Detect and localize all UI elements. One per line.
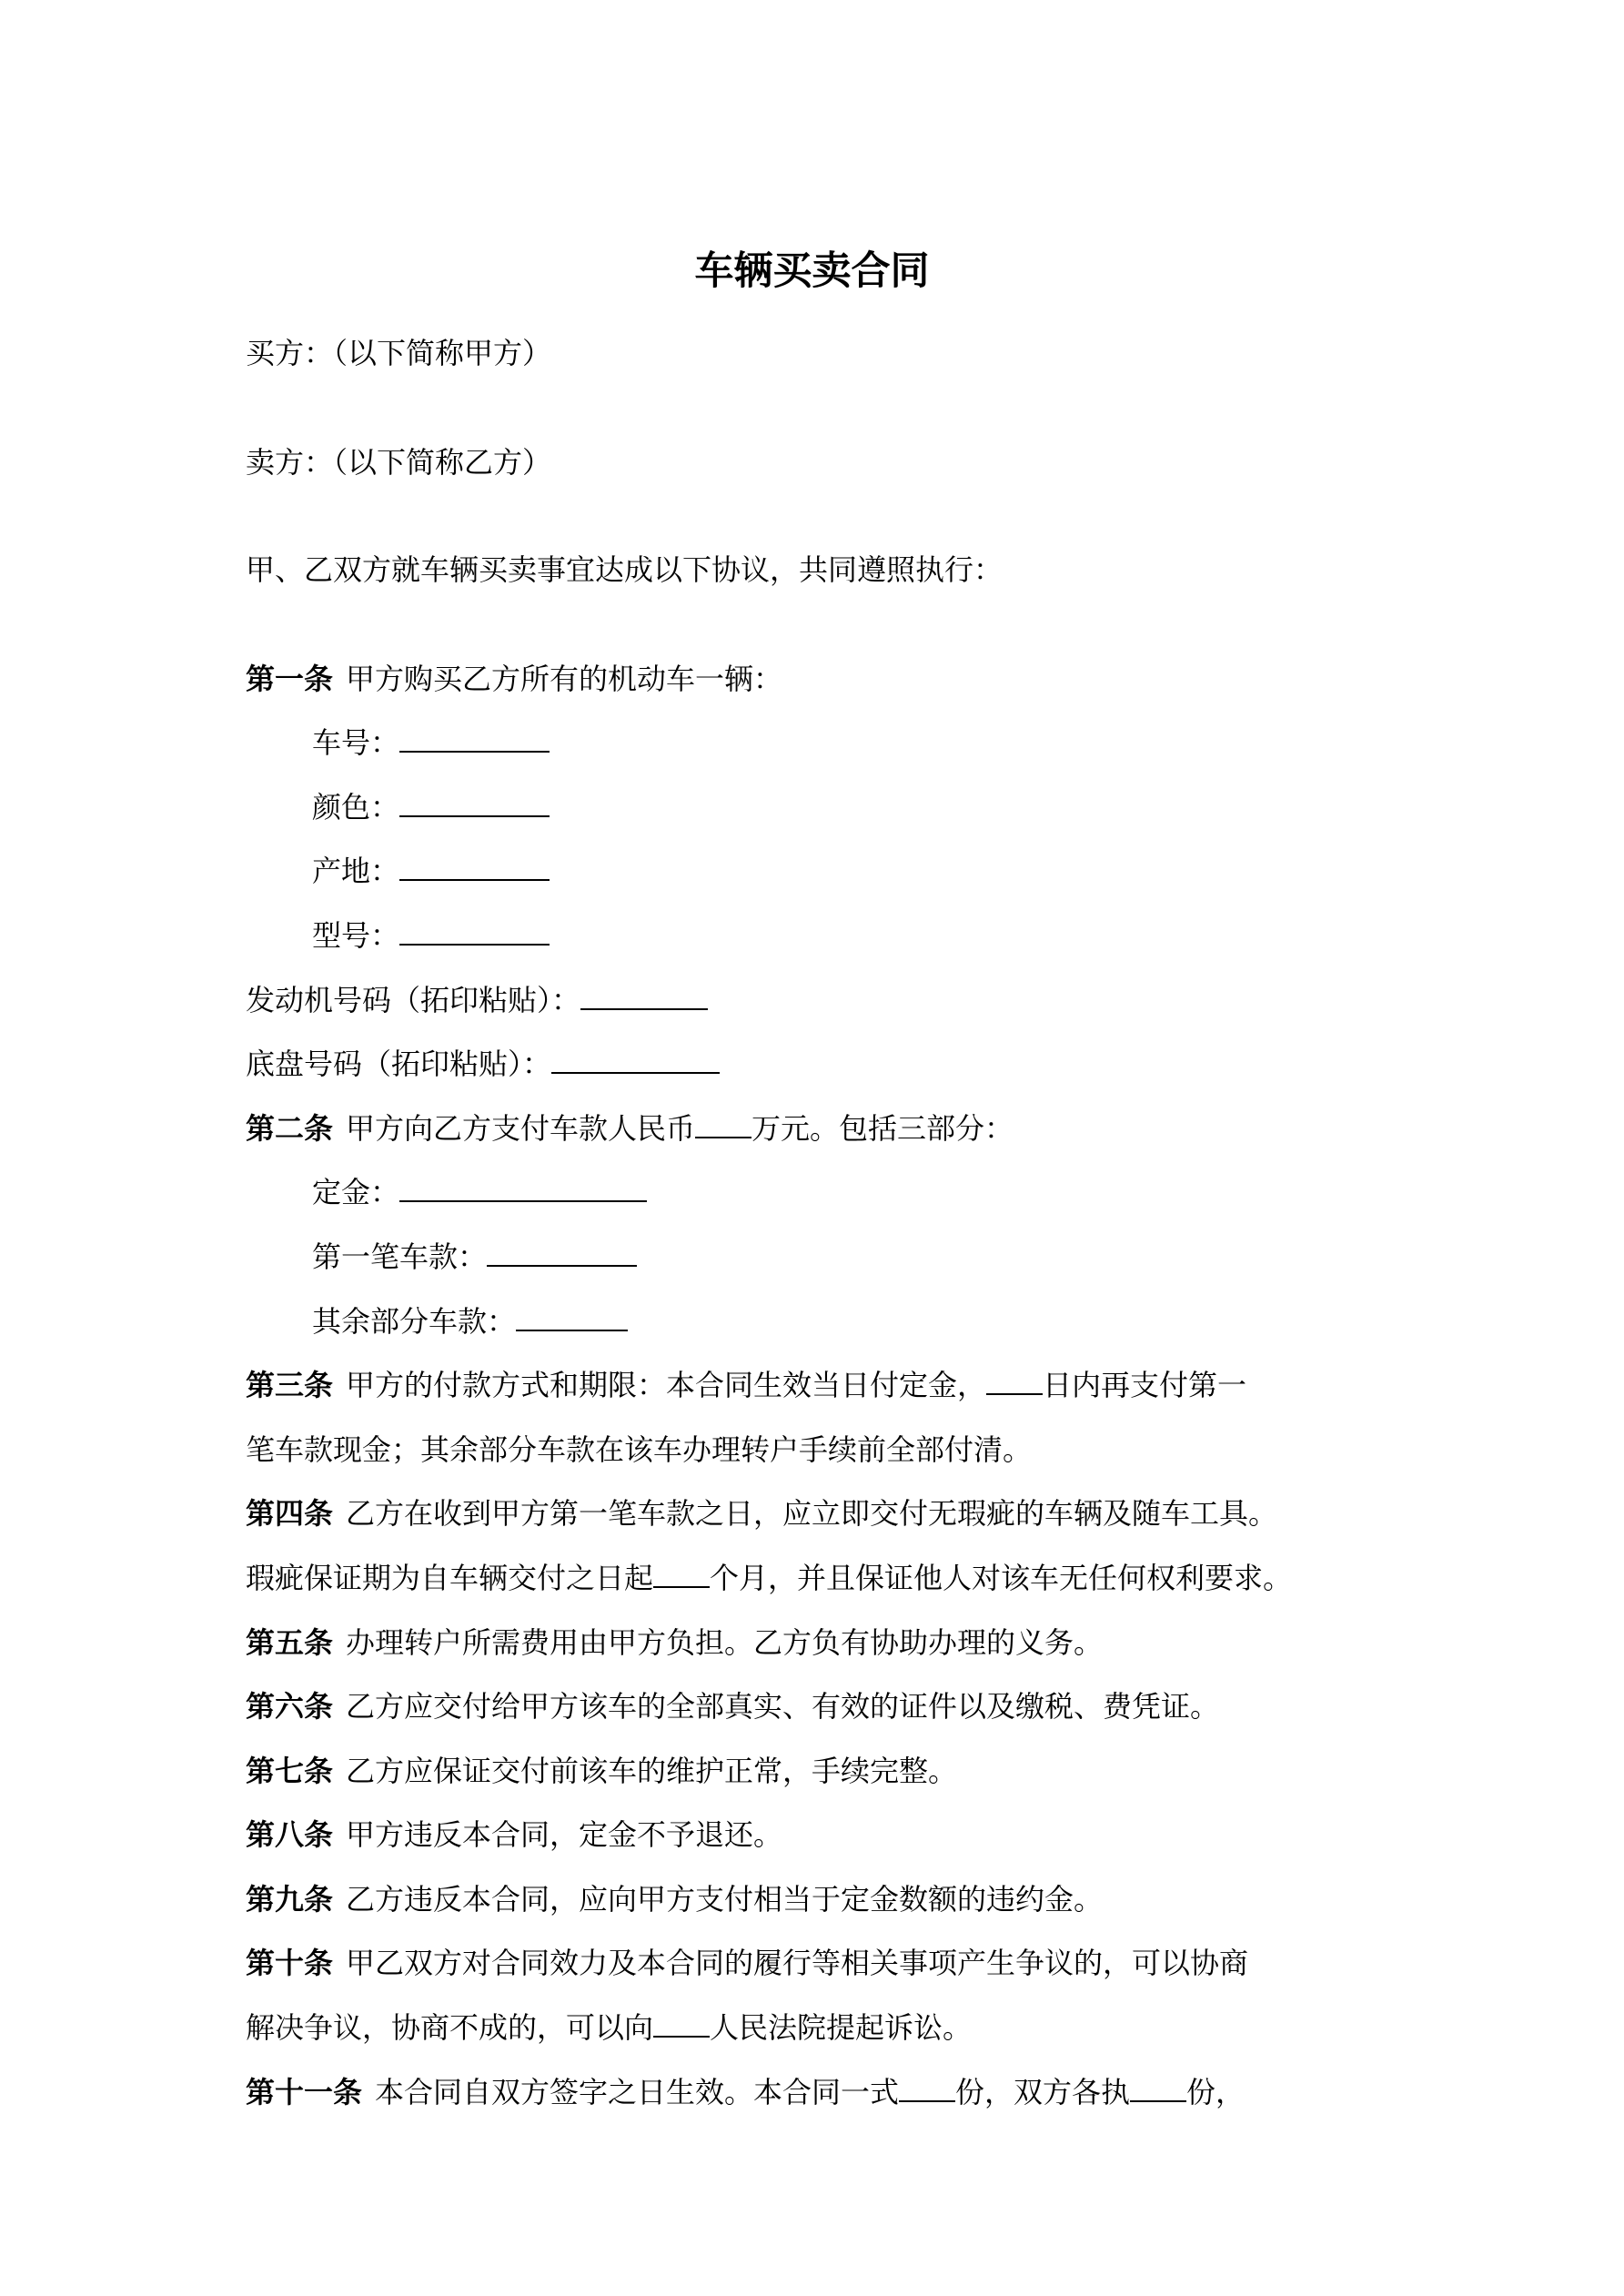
article-10-text-b: 解决争议，协商不成的，可以向: [246, 2010, 654, 2045]
court-blank[interactable]: [653, 2008, 710, 2038]
field-first-payment-label: 第一笔车款：: [312, 1239, 488, 1274]
article-4-label: 第四条: [246, 1496, 334, 1531]
article-3-text-b: 日内再支付第一: [1043, 1368, 1247, 1402]
field-rest-payment-label: 其余部分车款：: [312, 1304, 517, 1339]
article-4-text-c: 个月，并且保证他人对该车无任何权利要求。: [710, 1561, 1293, 1595]
days-blank[interactable]: [986, 1366, 1043, 1395]
field-model-label: 型号：: [312, 918, 400, 953]
article-10-cont: [246, 2007, 972, 2048]
field-deposit: [312, 1171, 647, 1213]
article-10-text-a: 甲乙双方对合同效力及本合同的履行等相关事项产生争议的，可以协商: [346, 1946, 1249, 1980]
field-plate: [312, 722, 550, 764]
field-color-label: 颜色：: [312, 790, 400, 824]
field-origin-label: 产地：: [312, 854, 400, 888]
article-11: [246, 2071, 1245, 2113]
article-10-label: 第十条: [246, 1946, 334, 1980]
field-color-blank[interactable]: [399, 788, 550, 817]
field-first-payment: [312, 1236, 637, 1278]
field-chassis-label: 底盘号码（拓印粘贴）：: [246, 1047, 552, 1081]
buyer-line: 买方：（以下简称甲方）: [246, 336, 552, 370]
article-3-text-a: 甲方的付款方式和期限：本合同生效当日付定金，: [346, 1368, 987, 1402]
field-model-blank[interactable]: [399, 916, 550, 946]
price-blank[interactable]: [695, 1109, 751, 1138]
article-10: [246, 1942, 1248, 1984]
article-11-text-c: 份，: [1186, 2075, 1246, 2109]
field-plate-label: 车号：: [312, 725, 400, 760]
field-color: [312, 786, 550, 828]
field-deposit-blank[interactable]: [399, 1173, 647, 1202]
field-plate-blank[interactable]: [399, 723, 550, 753]
article-2-text-b: 万元。包括三部分：: [751, 1111, 1014, 1146]
article-10-text-c: 人民法院提起诉讼。: [710, 2010, 973, 2045]
article-11-text-a: 本合同自双方签字之日生效。本合同一式: [375, 2075, 900, 2109]
article-9-label: 第九条: [246, 1882, 334, 1917]
article-7-label: 第七条: [246, 1754, 334, 1788]
article-6-label: 第六条: [246, 1689, 334, 1724]
article-3: [246, 1364, 1246, 1406]
article-7: [246, 1750, 957, 1792]
warranty-months-blank[interactable]: [653, 1559, 710, 1588]
field-rest-payment: [312, 1300, 628, 1342]
article-3-cont: 笔车款现金；其余部分车款在该车办理转户手续前全部付清。: [246, 1432, 1033, 1467]
article-4: [246, 1492, 1277, 1534]
field-first-payment-blank[interactable]: [487, 1238, 637, 1267]
article-2-label: 第二条: [246, 1111, 334, 1146]
article-5-text: 办理转户所需费用由甲方负担。乙方负有协助办理的义务。: [346, 1625, 1104, 1660]
article-8: [246, 1814, 782, 1856]
seller-line: 卖方：（以下简称乙方）: [246, 445, 552, 480]
field-rest-payment-blank[interactable]: [516, 1302, 628, 1331]
article-9-text: 乙方违反本合同，应向甲方支付相当于定金数额的违约金。: [346, 1882, 1104, 1917]
document-title: 车辆买卖合同: [694, 248, 930, 294]
article-8-text: 甲方违反本合同，定金不予退还。: [346, 1817, 783, 1852]
article-11-label: 第十一条: [246, 2075, 363, 2109]
field-engine: [246, 979, 708, 1021]
article-2: [246, 1108, 1014, 1149]
article-3-label: 第三条: [246, 1368, 334, 1402]
field-origin: [312, 850, 550, 892]
field-model: [312, 915, 550, 956]
article-11-text-b: 份，双方各执: [955, 2075, 1131, 2109]
field-deposit-label: 定金：: [312, 1175, 400, 1209]
article-2-text-a: 甲方向乙方支付车款人民币: [346, 1111, 696, 1146]
article-7-text: 乙方应保证交付前该车的维护正常，手续完整。: [346, 1754, 958, 1788]
field-chassis: [246, 1043, 720, 1085]
field-engine-blank[interactable]: [580, 981, 708, 1010]
article-4-text-b: 瑕疵保证期为自车辆交付之日起: [246, 1561, 654, 1595]
article-4-cont: [246, 1557, 1292, 1599]
copies-each-blank[interactable]: [1130, 2073, 1186, 2102]
article-4-text-a: 乙方在收到甲方第一笔车款之日，应立即交付无瑕疵的车辆及随车工具。: [346, 1496, 1278, 1531]
field-origin-blank[interactable]: [399, 852, 550, 881]
field-engine-label: 发动机号码（拓印粘贴）：: [246, 983, 581, 1017]
article-1-text: 甲方购买乙方所有的机动车一辆：: [346, 662, 783, 696]
article-8-label: 第八条: [246, 1817, 334, 1852]
article-6-text: 乙方应交付给甲方该车的全部真实、有效的证件以及缴税、费凭证。: [346, 1689, 1220, 1724]
article-9: [246, 1878, 1103, 1920]
article-1-label: 第一条: [246, 662, 334, 696]
intro-paragraph: 甲、乙双方就车辆买卖事宜达成以下协议，共同遵照执行：: [246, 552, 1004, 587]
article-5-label: 第五条: [246, 1625, 334, 1660]
copies-total-blank[interactable]: [899, 2073, 955, 2102]
article-6: [246, 1685, 1219, 1727]
field-chassis-blank[interactable]: [551, 1045, 720, 1074]
article-1: [246, 658, 782, 700]
article-5: [246, 1622, 1103, 1664]
